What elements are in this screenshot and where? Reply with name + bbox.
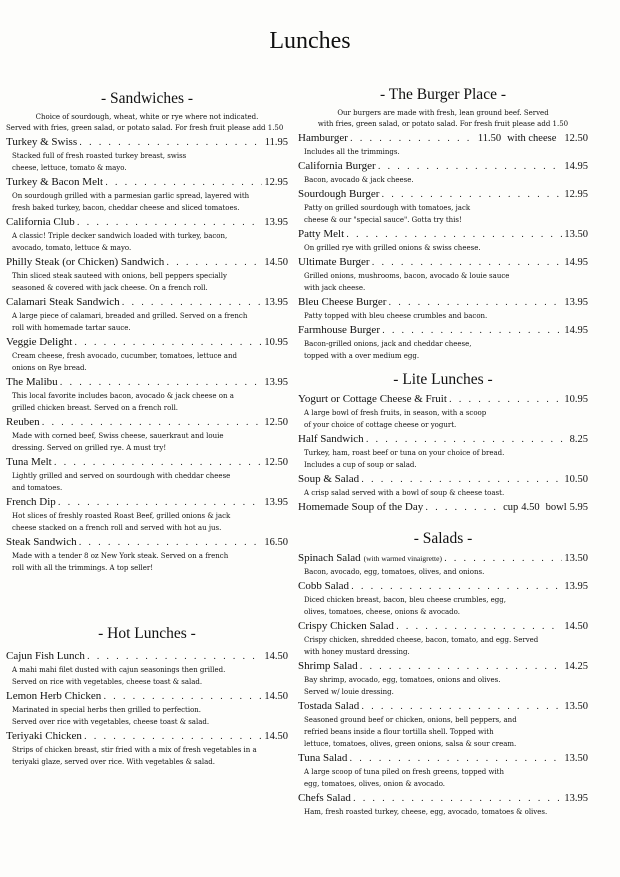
item-description: egg, tomatoes, olives, onion & avocado. <box>304 780 446 788</box>
dot-leader <box>350 132 476 146</box>
dot-leader <box>346 228 562 242</box>
right-column <box>298 86 588 819</box>
page-title: Lunches <box>269 28 351 54</box>
item-description: grilled chicken breast. Served on a french roll. <box>12 404 179 412</box>
item-description: refried beans inside a flour tortilla shell. Topped with <box>304 728 494 736</box>
item-name <box>6 649 85 663</box>
item-description: Ham, fresh roasted turkey, cheese, egg, avocado, tomatoes & olives. <box>304 808 548 816</box>
menu-item-hamburger <box>298 131 588 158</box>
menu-item <box>6 375 288 414</box>
menu-item <box>298 295 588 322</box>
item-price: 14.25 <box>564 661 588 672</box>
item-note: (with warmed vinaigrette) <box>363 554 442 563</box>
item-description: of your choice of cottage cheese or yogurt. <box>304 421 457 429</box>
item-price: 10.50 <box>564 474 588 485</box>
item-price: 10.95 <box>564 394 588 405</box>
dot-leader <box>449 393 562 407</box>
menu-item <box>6 495 288 534</box>
item-description: roll with all the trimmings. A top seller! <box>12 564 154 572</box>
item-name-text: Tuna Salad <box>298 752 348 764</box>
item-name <box>298 472 359 486</box>
item-name <box>6 135 77 149</box>
item-price: 14.95 <box>564 325 588 336</box>
dot-leader <box>381 188 562 202</box>
item-description: Includes all the trimmings. <box>304 148 400 156</box>
menu-item <box>6 255 288 294</box>
sandwiches-heading: - Sandwiches - <box>100 90 194 107</box>
menu-item <box>6 455 288 494</box>
item-description: Made with a tender 8 oz New York steak. Served on a french <box>12 552 229 560</box>
item-name-text: Tuna Melt <box>6 456 52 468</box>
item-name-text: Steak Sandwich <box>6 536 77 548</box>
menu-item <box>298 659 588 698</box>
item-name-text: Half Sandwich <box>298 433 364 445</box>
item-name-text: Veggie Delight <box>6 336 73 348</box>
item-price: 14.50 <box>264 651 288 662</box>
item-name <box>6 495 56 509</box>
item-name <box>298 551 442 566</box>
item-name <box>298 323 380 337</box>
intro-line: with fries, green salad, or potato salad. For fresh fruit please add 1.50 <box>317 120 569 128</box>
menu-item <box>298 159 588 186</box>
burger-intro <box>298 107 588 130</box>
item-description: Patty on grilled sourdough with tomatoes, jack <box>304 204 471 212</box>
item-name-text: Patty Melt <box>298 228 345 240</box>
item-description: Patty topped with bleu cheese crumbles and bacon. <box>304 312 488 320</box>
cup-price: 4.50 <box>521 502 540 513</box>
menu-item <box>6 729 288 768</box>
dot-leader <box>366 433 568 447</box>
item-name-text: Shrimp Salad <box>298 660 358 672</box>
item-price: 13.95 <box>564 581 588 592</box>
dot-leader <box>58 496 263 510</box>
dot-leader <box>382 324 562 338</box>
item-name <box>298 619 394 633</box>
bowl-label: bowl <box>545 502 567 513</box>
menu-item <box>298 791 588 818</box>
item-description: teriyaki glaze, served over rice. With vegetables & salad. <box>12 758 215 766</box>
item-description: with jack cheese. <box>304 284 366 292</box>
item-name-text: The Malibu <box>6 376 58 388</box>
dot-leader <box>166 256 262 270</box>
menu-item <box>298 187 588 226</box>
item-name-text: French Dip <box>6 496 56 508</box>
item-description: Served w/ louie dressing. <box>304 688 394 696</box>
item-price: 14.50 <box>264 691 288 702</box>
item-description: olives, tomatoes, cheese, onions & avocado. <box>304 608 460 616</box>
intro-line: Choice of sourdough, wheat, white or rye where not indicated. <box>35 113 259 121</box>
item-description: Seasoned ground beef or chicken, onions, bell peppers, and <box>304 716 517 724</box>
intro-line: Our burgers are made with fresh, lean ground beef. Served <box>337 109 549 117</box>
menu-item <box>6 335 288 374</box>
item-description: fresh baked turkey, bacon, cheddar cheese and sliced tomatoes. <box>12 204 240 212</box>
item-description: and tomatoes. <box>12 484 63 492</box>
item-price: 12.50 <box>264 457 288 468</box>
item-price: 14.50 <box>264 257 288 268</box>
dot-leader <box>351 580 562 594</box>
item-price: 13.95 <box>264 297 288 308</box>
item-description: lettuce, tomatoes, olives, green onions, salsa & sour cream. <box>304 740 517 748</box>
item-price: 13.95 <box>264 377 288 388</box>
item-name-text: Philly Steak (or Chicken) Sandwich <box>6 256 165 268</box>
intro-line: Served with fries, green salad, or potato salad. For fresh fruit please add 1.50 <box>6 124 284 132</box>
lite-lunches-list <box>298 392 588 499</box>
item-name <box>6 255 164 269</box>
item-price: 16.50 <box>264 537 288 548</box>
menu-item <box>298 392 588 431</box>
item-description: cheese, lettuce, tomato & mayo. <box>12 164 127 172</box>
dot-leader <box>388 296 562 310</box>
menu-item <box>6 215 288 254</box>
menu-item <box>6 535 288 574</box>
item-description: On grilled rye with grilled onions & swiss cheese. <box>304 244 481 252</box>
menu-item <box>298 227 588 254</box>
item-name <box>6 455 52 469</box>
item-name <box>298 791 351 805</box>
item-name-text: California Burger <box>298 160 376 172</box>
item-description: onions on Rye bread. <box>12 364 87 372</box>
item-price: 13.95 <box>564 297 588 308</box>
dot-leader <box>103 690 262 704</box>
salads-heading: - Salads - <box>413 530 473 547</box>
item-name: Hamburger <box>298 132 348 144</box>
item-name <box>298 432 364 446</box>
item-name-text: Spinach Salad <box>298 552 361 564</box>
dot-leader <box>60 376 263 390</box>
menu-item <box>6 135 288 174</box>
menu-item <box>298 551 588 578</box>
item-description: Bacon-grilled onions, jack and cheddar cheese, <box>304 340 472 348</box>
item-description: Stacked full of fresh roasted turkey breast, swiss <box>12 152 187 160</box>
menu-item <box>6 295 288 334</box>
item-name-text: Soup & Salad <box>298 473 360 485</box>
cup-label: cup <box>503 502 519 513</box>
lite-lunches-heading: - Lite Lunches - <box>393 371 493 388</box>
item-price: 11.50 <box>477 133 502 144</box>
menu-item <box>298 432 588 471</box>
dot-leader <box>105 176 262 190</box>
item-name <box>6 295 120 309</box>
menu-item <box>298 323 588 362</box>
item-price: 13.95 <box>564 793 588 804</box>
item-price: 14.50 <box>264 731 288 742</box>
menu-item-soup <box>298 500 588 515</box>
dot-leader <box>444 552 562 566</box>
item-name-text: Cajun Fish Lunch <box>6 650 85 662</box>
dot-leader <box>79 136 263 150</box>
item-price: 14.95 <box>564 161 588 172</box>
dot-leader <box>361 473 562 487</box>
item-description: A classic! Triple decker sandwich loaded with turkey, bacon, <box>12 232 228 240</box>
item-description: A mahi mahi filet dusted with cajun seasonings then grilled. <box>12 666 226 674</box>
dot-leader <box>74 336 262 350</box>
dot-leader <box>360 660 563 674</box>
menu-item <box>298 255 588 294</box>
item-description: Hot slices of freshly roasted Roast Beef, grilled onions & jack <box>12 512 231 520</box>
item-name-text: Bleu Cheese Burger <box>298 296 387 308</box>
item-name-text: California Club <box>6 216 75 228</box>
item-name <box>298 295 386 309</box>
item-name <box>6 415 40 429</box>
item-price: 12.50 <box>264 417 288 428</box>
item-description: Strips of chicken breast, stir fried with a mix of fresh vegetables in a <box>12 746 257 754</box>
item-description: Served on rice with vegetables, cheese toast & salad. <box>12 678 203 686</box>
item-price: 13.50 <box>564 701 588 712</box>
item-name-text: Yogurt or Cottage Cheese & Fruit <box>298 393 447 405</box>
menu-item <box>6 689 288 728</box>
dot-leader <box>77 216 263 230</box>
item-description: Made with corned beef, Swiss cheese, sauerkraut and louie <box>12 432 224 440</box>
item-name <box>298 255 370 269</box>
burger-place-heading: - The Burger Place - <box>380 86 506 103</box>
item-description: with honey mustard dressing. <box>304 648 410 656</box>
dot-leader <box>87 650 263 664</box>
item-price: 8.25 <box>569 434 588 445</box>
item-description: This local favorite includes bacon, avocado & jack cheese on a <box>12 392 234 400</box>
menu-item <box>298 751 588 790</box>
item-description: Includes a cup of soup or salad. <box>304 461 417 469</box>
item-name-text: Calamari Steak Sandwich <box>6 296 120 308</box>
item-name <box>298 699 359 713</box>
item-name <box>298 392 447 406</box>
hot-lunches-list <box>6 649 288 768</box>
menu-item <box>298 699 588 750</box>
item-description: A large bowl of fresh fruits, in season, with a scoop <box>304 409 487 417</box>
item-name <box>298 751 347 765</box>
item-price: 13.50 <box>564 229 588 240</box>
item-name <box>298 227 344 241</box>
dot-leader <box>378 160 563 174</box>
item-description: avocado, tomato, lettuce & mayo. <box>12 244 132 252</box>
item-description: Lightly grilled and served on sourdough with cheddar cheese <box>12 472 231 480</box>
item-name <box>298 159 376 173</box>
item-description: Marinated in special herbs then grilled to perfection. <box>12 706 202 714</box>
item-name-text: Turkey & Bacon Melt <box>6 176 104 188</box>
item-name-text: Turkey & Swiss <box>6 136 78 148</box>
item-price: 14.95 <box>564 257 588 268</box>
menu-item <box>6 415 288 454</box>
hot-lunches-heading: - Hot Lunches - <box>98 625 196 642</box>
item-name <box>6 689 101 703</box>
item-name-text: Lemon Herb Chicken <box>6 690 102 702</box>
with-cheese-price: 12.50 <box>564 133 588 144</box>
item-description: Turkey, ham, roast beef or tuna on your choice of bread. <box>304 449 505 457</box>
item-name-text: Cobb Salad <box>298 580 350 592</box>
dot-leader <box>84 730 262 744</box>
item-price: 13.50 <box>564 753 588 764</box>
item-price: 13.95 <box>264 497 288 508</box>
item-name <box>298 659 358 673</box>
item-price: 10.95 <box>264 337 288 348</box>
sandwich-list <box>6 135 288 574</box>
item-description: A large scoop of tuna piled on fresh greens, topped with <box>304 768 505 776</box>
item-description: seasoned & covered with jack cheese. On a french roll. <box>12 284 208 292</box>
item-description: Served over rice with vegetables, cheese toast & salad. <box>12 718 210 726</box>
item-price: 12.95 <box>564 189 588 200</box>
burger-list <box>298 159 588 362</box>
item-price: 14.50 <box>564 621 588 632</box>
item-description: Bacon, avocado, egg, tomatoes, olives, and onions. <box>304 568 485 576</box>
dot-leader <box>42 416 263 430</box>
item-name <box>6 335 72 349</box>
item-description: On sourdough grilled with a parmesian garlic spread, layered with <box>12 192 250 200</box>
item-description: topped with a over medium egg. <box>304 352 420 360</box>
menu-item <box>298 619 588 658</box>
dot-leader <box>396 620 562 634</box>
item-name <box>6 535 77 549</box>
left-column <box>6 90 288 769</box>
item-price: 13.95 <box>264 217 288 228</box>
item-name-text: Ultimate Burger <box>298 256 370 268</box>
menu-item <box>6 649 288 688</box>
item-name-text: Sourdough Burger <box>298 188 380 200</box>
item-name-text: Crispy Chicken Salad <box>298 620 394 632</box>
item-price: 11.95 <box>264 137 288 148</box>
sandwiches-intro <box>6 111 288 134</box>
item-description: Grilled onions, mushrooms, bacon, avocado & louie sauce <box>304 272 510 280</box>
item-name-text: Tostada Salad <box>298 700 360 712</box>
item-name-text: Chefs Salad <box>298 792 351 804</box>
item-name: Homemade Soup of the Day <box>298 501 424 513</box>
dot-leader <box>54 456 263 470</box>
item-name-text: Teriyaki Chicken <box>6 730 82 742</box>
dot-leader <box>425 501 501 515</box>
item-description: A crisp salad served with a bowl of soup & cheese toast. <box>304 489 505 497</box>
menu-item <box>298 579 588 618</box>
menu-item <box>298 472 588 499</box>
dot-leader <box>372 256 563 270</box>
salads-list <box>298 551 588 818</box>
item-description: roll with homemade tartar sauce. <box>12 324 131 332</box>
menu-item <box>6 175 288 214</box>
item-description: Crispy chicken, shredded cheese, bacon, tomato, and egg. Served <box>304 636 539 644</box>
item-name <box>6 729 82 743</box>
item-name <box>298 579 349 593</box>
item-name-text: Reuben <box>6 416 40 428</box>
item-description: cheese stacked on a french roll and served with hot au jus. <box>12 524 222 532</box>
dot-leader <box>122 296 263 310</box>
item-description: dressing. Served on grilled rye. A must try! <box>12 444 167 452</box>
item-description: A large piece of calamari, breaded and grilled. Served on a french <box>12 312 248 320</box>
item-name <box>6 175 103 189</box>
item-name <box>6 215 75 229</box>
item-name <box>298 187 379 201</box>
with-cheese-label: with cheese <box>507 133 557 144</box>
dot-leader <box>353 792 563 806</box>
item-description: Diced chicken breast, bacon, bleu cheese crumbles, egg, <box>304 596 506 604</box>
item-description: cheese & our "special sauce". Gotta try this! <box>304 216 462 224</box>
item-name <box>6 375 58 389</box>
item-description: Cream cheese, fresh avocado, cucumber, tomatoes, lettuce and <box>12 352 237 360</box>
item-description: Bacon, avocado & jack cheese. <box>304 176 414 184</box>
item-description: Thin sliced steak sauteed with onions, bell peppers specially <box>12 272 227 280</box>
item-name-text: Farmhouse Burger <box>298 324 380 336</box>
item-price: 12.95 <box>264 177 288 188</box>
item-price: 13.50 <box>564 553 588 564</box>
dot-leader <box>361 700 562 714</box>
item-description: Bay shrimp, avocado, egg, tomatoes, onions and olives. <box>304 676 501 684</box>
bowl-price: 5.95 <box>569 502 588 513</box>
dot-leader <box>79 536 263 550</box>
dot-leader <box>349 752 562 766</box>
